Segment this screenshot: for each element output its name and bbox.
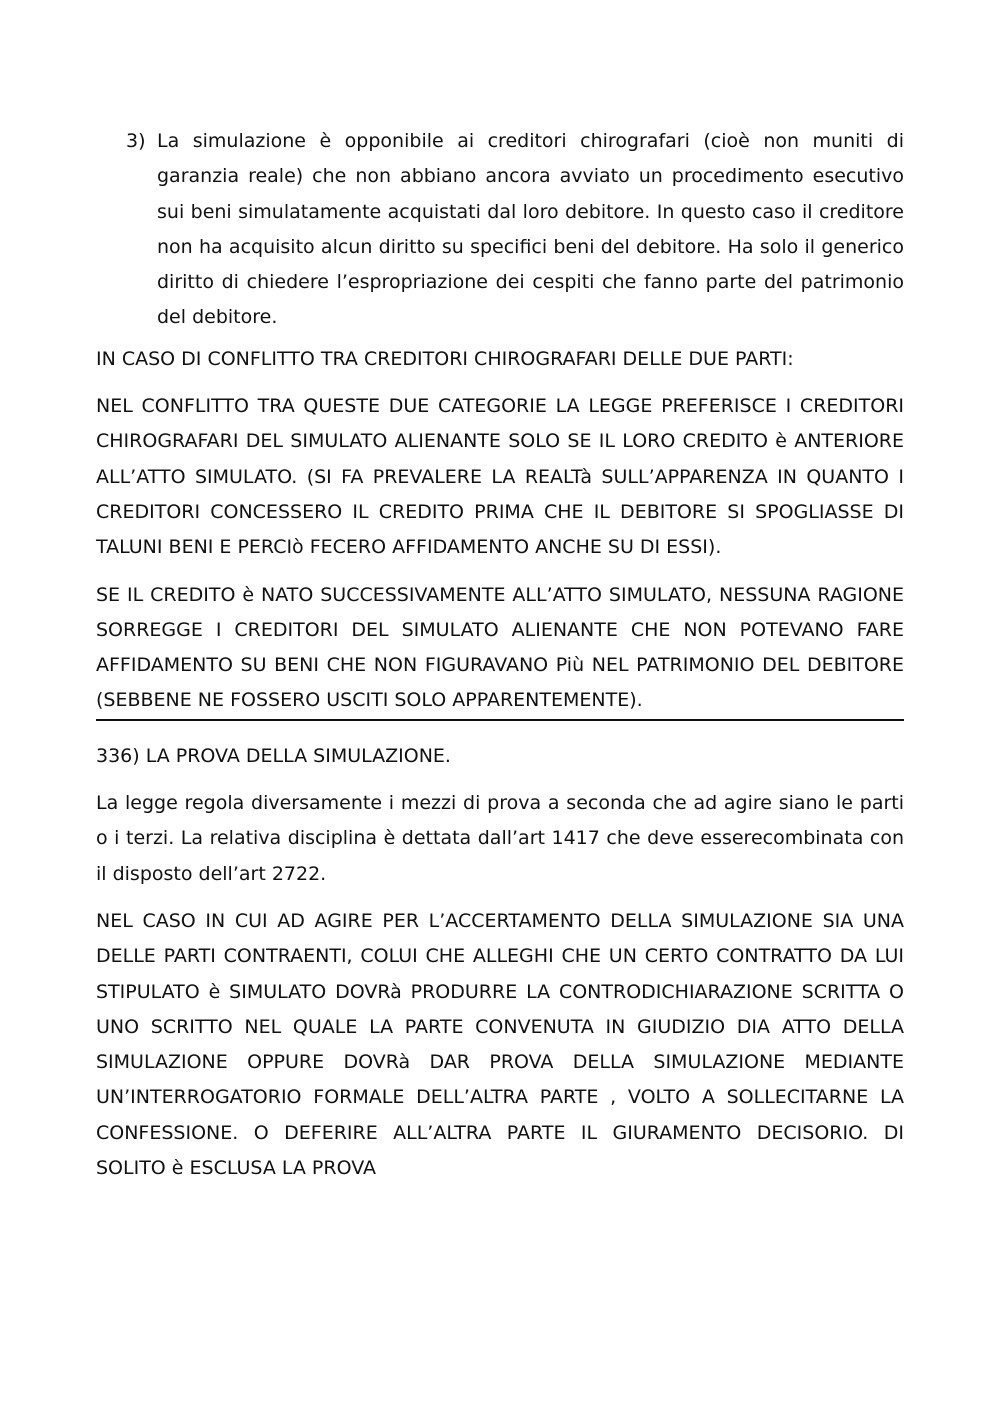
list-item-text: La simulazione è opponibile ai creditori chirografari (cioè non muniti di garanzia reale) che non abbiano ancora avviato un procedimento esecutivo sui beni simulatamente acquistati dal loro debitore. In questo caso il creditore non ha acquisito alcun diritto su specifici beni del debitore. Ha solo il generico diritto di chiedere l’espropriazione dei cespiti che fanno parte del patrimonio del debitore. xyxy=(157,130,904,329)
list-item-number: 3) xyxy=(126,130,146,152)
document-page xyxy=(96,124,904,1198)
prova-paragraph-2: NEL CASO IN CUI AD AGIRE PER L’ACCERTAMENTO DELLA SIMULAZIONE SIA UNA DELLE PARTI CONTRAENTI, COLUI CHE ALLEGHI CHE UN CERTO CONTRATTO DA LUI STIPULATO è SIMULATO DOVRà PRODURRE LA CONTRODICHIARAZIONE SCRITTA O UNO SCRITTO NEL QUALE LA PARTE CONVENUTA IN GIUDIZIO DIA ATTO DELLA SIMULAZIONE OPPURE DOVRà DAR PROVA DELLA SIMULAZIONE MEDIANTE UN’INTERROGATORIO FORMALE DELL’ALTRA PARTE , VOLTO A SOLLECITARNE LA CONFESSIONE. O DEFERIRE ALL’ALTRA PARTE IL GIURAMENTO DECISORIO. DI SOLITO è ESCLUSA LA PROVA xyxy=(96,909,904,1180)
prova-paragraph-1: La legge regola diversamente i mezzi di prova a seconda che ad agire siano le parti o i terzi. La relativa disciplina è dettata dall’art 1417 che deve esserecombinata con il disposto dell’art 2722. xyxy=(96,792,904,885)
conflict-paragraph-1: NEL CONFLITTO TRA QUESTE DUE CATEGORIE LA LEGGE PREFERISCE I CREDITORI CHIROGRAFARI DEL SIMULATO ALIENANTE SOLO SE IL LORO CREDITO è ANTERIORE ALL’ATTO SIMULATO. (SI FA PREVALERE LA REALTà SULL’APPARENZA IN QUANTO I CREDITORI CONCESSERO IL CREDITO PRIMA CHE IL DEBITORE SI SPOGLIASSE DI TALUNI BENI E PERCIò FECERO AFFIDAMENTO ANCHE SU DI ESSI). xyxy=(96,395,904,559)
conflict-heading: IN CASO DI CONFLITTO TRA CREDITORI CHIROGRAFARI DELLE DUE PARTI: xyxy=(96,347,794,370)
section-heading: 336) LA PROVA DELLA SIMULAZIONE. xyxy=(96,744,451,767)
list-item xyxy=(126,124,904,336)
conflict-paragraph-2: SE IL CREDITO è NATO SUCCESSIVAMENTE ALL’ATTO SIMULATO, NESSUNA RAGIONE SORREGGE I CREDITORI DEL SIMULATO ALIENANTE CHE NON POTEVANO FARE AFFIDAMENTO SU BENI CHE NON FIGURAVANO Più NEL PATRIMONIO DEL DEBITORE (SEBBENE NE FOSSERO USCITI SOLO APPARENTEMENTE). xyxy=(96,578,904,721)
